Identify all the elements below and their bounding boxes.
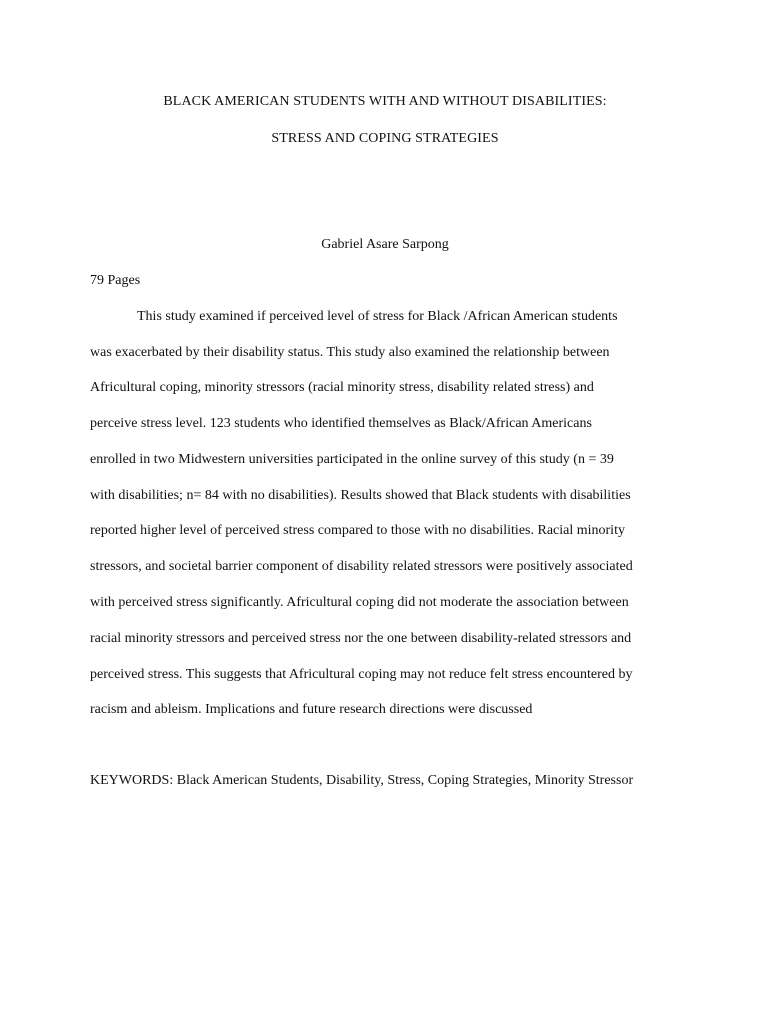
abstract-line: stressors, and societal barrier component of disability related stressors were positively associated [90,559,633,574]
abstract-line: This study examined if perceived level of stress for Black /African American students [137,309,618,324]
abstract-line: Africultural coping, minority stressors (racial minority stress, disability related stress) and [90,380,594,395]
abstract-line: with disabilities; n= 84 with no disabilities). Results showed that Black students with disabilities [90,488,631,503]
abstract-line: enrolled in two Midwestern universities participated in the online survey of this study (n = 39 [90,452,614,467]
abstract-line: perceived stress. This suggests that Africultural coping may not reduce felt stress encountered by [90,667,633,682]
title-line-1: BLACK AMERICAN STUDENTS WITH AND WITHOUT DISABILITIES: [163,94,607,109]
page-count: 79 Pages [90,273,141,288]
keywords: KEYWORDS: Black American Students, Disability, Stress, Coping Strategies, Minority Stressor [90,773,634,788]
abstract-line: with perceived stress significantly. Africultural coping did not moderate the association between [90,595,629,610]
abstract-line: reported higher level of perceived stress compared to those with no disabilities. Racial minority [90,523,625,538]
abstract-line: racism and ableism. Implications and future research directions were discussed [90,702,533,717]
title-line-2: STRESS AND COPING STRATEGIES [271,131,499,146]
abstract-line: racial minority stressors and perceived stress nor the one between disability-related stressors and [90,631,632,646]
abstract-line: perceive stress level. 123 students who identified themselves as Black/African Americans [90,416,592,431]
abstract-line: was exacerbated by their disability status. This study also examined the relationship between [90,345,610,360]
author-name: Gabriel Asare Sarpong [321,237,449,252]
